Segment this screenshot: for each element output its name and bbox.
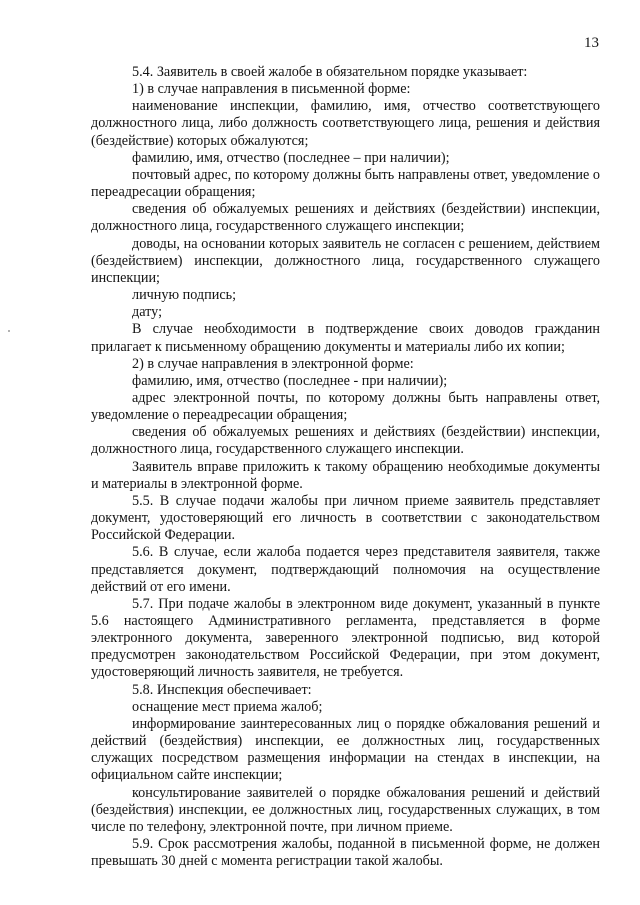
paragraph: консультирование заявителей о порядке обжалования решений и действий (бездействия) инспекции, ее должностных лиц, государственных служащих, в том числе по телефону, электронной почте, при личном приеме. [91, 784, 600, 835]
paragraph: 5.8. Инспекция обеспечивает: [132, 681, 312, 698]
paragraph: сведения об обжалуемых решениях и действиях (бездействии) инспекции, должностного лица, государственного служащего инспекции. [91, 424, 600, 458]
paragraph: 1) в случае направления в письменной форме: [132, 81, 411, 98]
paragraph: фамилию, имя, отчество (последнее – при наличии); [132, 149, 450, 166]
paragraph: наименование инспекции, фамилию, имя, отчество соответствующего должностного лица, либо должность соответствующего лица, решения и действия (бездействие) которых обжалуются; [91, 98, 600, 149]
paragraph: почтовый адрес, по которому должны быть направлены ответ, уведомление о переадресации обращения; [91, 166, 600, 201]
paragraph: 5.6. В случае, если жалоба подается через представителя заявителя, также представляется документ, подтверждающий полномочия на осуществление действий от его имени. [91, 544, 600, 595]
page-number: 13 [584, 35, 599, 51]
scan-mark [8, 330, 10, 332]
paragraph: Заявитель вправе приложить к такому обращению необходимые документы и материалы в электронной форме. [91, 458, 600, 492]
paragraph: доводы, на основании которых заявитель не согласен с решением, действием (бездействием) инспекции, должностного лица, государственного служащего инспекции; [91, 235, 600, 286]
paragraph: 5.9. Срок рассмотрения жалобы, поданной в письменной форме, не должен превышать 30 дней с момента регистрации такой жалобы. [91, 836, 600, 870]
paragraph: оснащение мест приема жалоб; [132, 698, 323, 715]
paragraph: 2) в случае направления в электронной форме: [132, 355, 414, 372]
paragraph: В случае необходимости в подтверждение своих доводов гражданин прилагает к письменному обращению документы и материалы либо их копии; [91, 321, 600, 355]
document-body [91, 64, 600, 870]
paragraph: фамилию, имя, отчество (последнее - при наличии); [132, 372, 448, 389]
paragraph: дату; [132, 304, 163, 321]
paragraph: 5.7. При подаче жалобы в электронном виде документ, указанный в пункте 5.6 настоящего Административного регламента, представляется в форме электронного документа, заверенного электронной подписью, вид которой предусмотрен законодательством Российской Федерации, при этом документ, удостоверяющий личность заявителя, не требуется. [91, 595, 600, 681]
paragraph: 5.5. В случае подачи жалобы при личном приеме заявитель представляет документ, удостоверяющий его личность в соответствии с законодательством Российской Федерации. [91, 492, 600, 544]
paragraph: 5.4. Заявитель в своей жалобе в обязательном порядке указывает: [132, 64, 528, 80]
paragraph: личную подпись; [132, 287, 237, 304]
paragraph: сведения об обжалуемых решениях и действиях (бездействии) инспекции, должностного лица, государственного служащего инспекции; [91, 201, 600, 235]
paragraph: адрес электронной почты, по которому должны быть направлены ответ, уведомление о переадресации обращения; [91, 389, 600, 424]
paragraph: информирование заинтересованных лиц о порядке обжалования решений и действий (бездействия) инспекции, ее должностных лиц, государственных служащих посредством размещения информации на стендах в инспекции, на официальном сайте инспекции; [91, 715, 600, 784]
